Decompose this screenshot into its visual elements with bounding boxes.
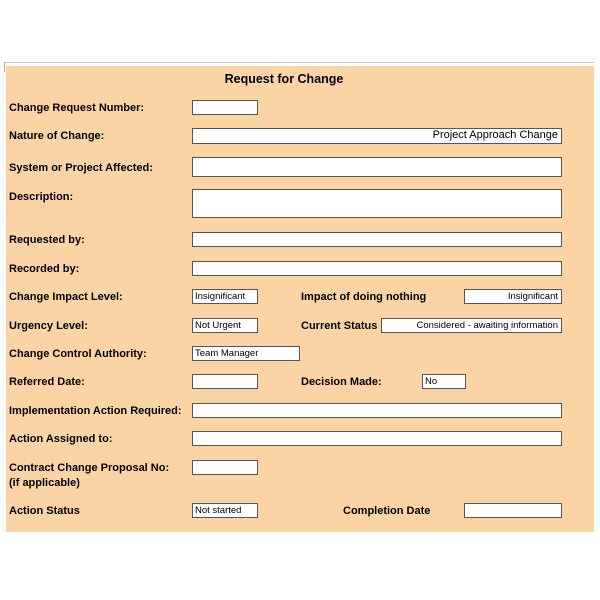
action-assigned-to-field[interactable]: [192, 431, 562, 446]
requested-by-label: Requested by:: [9, 234, 85, 246]
action-status-label: Action Status: [9, 505, 80, 517]
page-top-rule: [4, 62, 594, 63]
page-corner-tick: [4, 62, 5, 72]
change-control-authority-label: Change Control Authority:: [9, 348, 147, 360]
urgency-level-label: Urgency Level:: [9, 320, 88, 332]
urgency-level-field[interactable]: Not Urgent: [192, 318, 258, 333]
current-status-field[interactable]: Considered - awaiting information: [381, 318, 562, 333]
change-request-number-field[interactable]: [192, 100, 258, 115]
completion-date-field[interactable]: [464, 503, 562, 518]
contract-change-proposal-note: (if applicable): [9, 477, 80, 489]
form-title: Request for Change: [224, 72, 344, 86]
change-impact-level-label: Change Impact Level:: [9, 291, 123, 303]
implementation-action-field[interactable]: [192, 403, 562, 418]
contract-change-proposal-field[interactable]: [192, 460, 258, 475]
action-status-field[interactable]: Not started: [192, 503, 258, 518]
impact-of-doing-nothing-field[interactable]: Insignificant: [464, 289, 562, 304]
action-assigned-to-label: Action Assigned to:: [9, 433, 113, 445]
impact-of-doing-nothing-label: Impact of doing nothing: [301, 291, 427, 303]
nature-of-change-field[interactable]: Project Approach Change: [192, 128, 562, 144]
current-status-label: Current Status: [301, 320, 378, 332]
system-affected-label: System or Project Affected:: [9, 162, 153, 174]
nature-of-change-label: Nature of Change:: [9, 130, 105, 142]
system-affected-field[interactable]: [192, 157, 562, 177]
change-request-number-label: Change Request Number:: [9, 102, 145, 114]
change-impact-level-field[interactable]: Insignificant: [192, 289, 258, 304]
recorded-by-field[interactable]: [192, 261, 562, 276]
description-label: Description:: [9, 191, 74, 203]
referred-date-field[interactable]: [192, 374, 258, 389]
recorded-by-label: Recorded by:: [9, 263, 80, 275]
decision-made-field[interactable]: No: [422, 374, 466, 389]
completion-date-label: Completion Date: [343, 505, 431, 517]
description-field[interactable]: [192, 189, 562, 218]
decision-made-label: Decision Made:: [301, 376, 382, 388]
contract-change-proposal-label: Contract Change Proposal No:: [9, 462, 170, 474]
change-control-authority-field[interactable]: Team Manager: [192, 346, 300, 361]
referred-date-label: Referred Date:: [9, 376, 85, 388]
requested-by-field[interactable]: [192, 232, 562, 247]
implementation-action-label: Implementation Action Required:: [9, 405, 182, 417]
